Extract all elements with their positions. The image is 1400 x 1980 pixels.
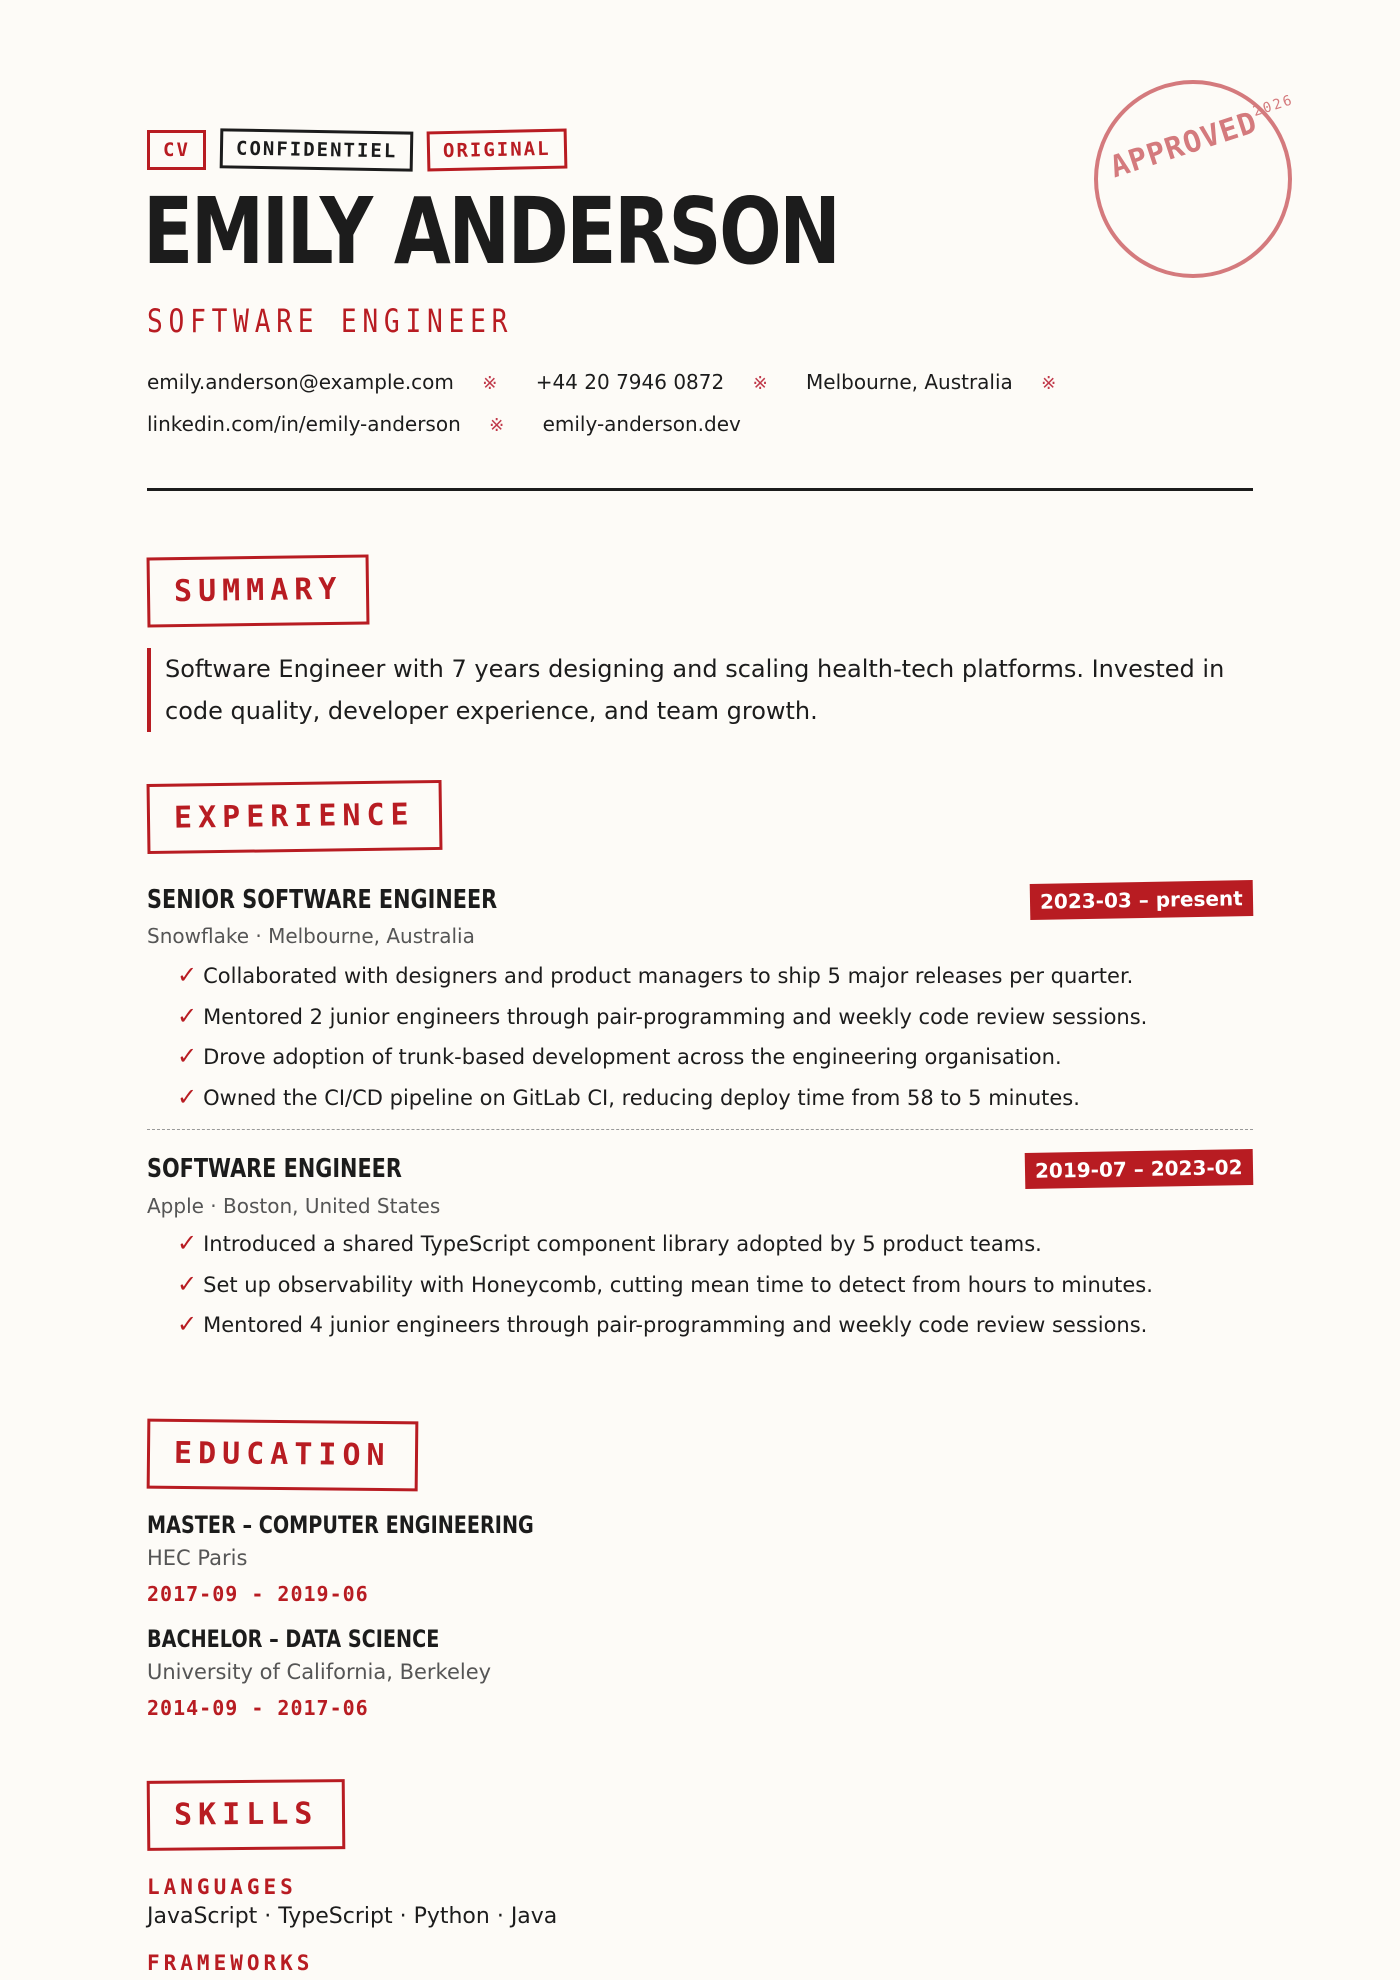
summary-text: Software Engineer with 7 years designing and scaling health-tech platforms. Invested in code quality, developer experience, and team growth.	[147, 648, 1253, 732]
stamp-main-text: APPROVED	[1106, 104, 1262, 186]
job-bullet-list	[177, 956, 1147, 1118]
list-item: ✓ Mentored 2 junior engineers through pair-programming and weekly code review sessions.	[177, 1001, 1148, 1030]
education-school: HEC Paris	[147, 1546, 248, 1570]
job-company-location: Snowflake · Melbourne, Australia	[147, 924, 475, 948]
job-date-badge: 2019-07 – 2023-02	[1025, 1149, 1253, 1189]
list-item: ✓ Collaborated with designers and product managers to ship 5 major releases per quarter.	[177, 961, 1134, 989]
check-icon: ✓	[177, 1269, 198, 1298]
job-company-location: Apple · Boston, United States	[147, 1194, 441, 1218]
skills-heading: SKILLS	[147, 1779, 346, 1851]
skill-items: JavaScript · TypeScript · Python · Java	[147, 1904, 558, 1929]
job-title: SOFTWARE ENGINEER	[147, 1154, 402, 1184]
job-title: SENIOR SOFTWARE ENGINEER	[147, 885, 498, 915]
check-icon: ✓	[177, 1229, 198, 1257]
separator-glyph: ※	[489, 415, 505, 436]
check-icon: ✓	[177, 1310, 198, 1338]
education-degree: BACHELOR – DATA SCIENCE	[147, 1625, 440, 1653]
education-dates: 2014-09 - 2017-06	[147, 1696, 369, 1720]
check-icon: ✓	[177, 1042, 198, 1070]
tag-confidentiel: CONFIDENTIEL	[220, 128, 414, 171]
education-dates: 2017-09 - 2019-06	[147, 1582, 369, 1606]
skill-category: FRAMEWORKS	[147, 1951, 314, 1975]
approved-stamp	[1094, 80, 1296, 278]
list-item: ✓ Drove adoption of trunk-based development across the engineering organisation.	[177, 1042, 1062, 1070]
job-date-badge: 2023-03 – present	[1030, 880, 1253, 920]
experience-heading: EXPERIENCE	[147, 780, 443, 854]
contact-phone[interactable]: +44 20 7946 0872	[535, 370, 725, 394]
contact-linkedin[interactable]: linkedin.com/in/emily-anderson	[147, 412, 461, 436]
separator-glyph: ※	[752, 373, 768, 394]
list-item: ✓ Introduced a shared TypeScript component library adopted by 5 product teams.	[177, 1229, 1042, 1257]
skill-category: LANGUAGES	[147, 1875, 297, 1899]
check-icon: ✓	[177, 1001, 198, 1030]
tag-original: ORIGINAL	[427, 129, 567, 172]
check-icon: ✓	[177, 961, 198, 989]
stamp-label	[1106, 92, 1302, 185]
job-divider	[147, 1129, 1253, 1130]
education-school: University of California, Berkeley	[147, 1660, 492, 1684]
header-divider	[147, 488, 1253, 491]
list-item: ✓ Owned the CI/CD pipeline on GitLab CI, reducing deploy time from 58 to 5 minutes.	[177, 1082, 1080, 1111]
contact-email[interactable]: emily.anderson@example.com	[147, 370, 454, 394]
summary-heading: SUMMARY	[147, 554, 370, 627]
contact-list	[147, 362, 1147, 446]
tag-cv: CV	[147, 130, 206, 170]
separator-glyph: ※	[1041, 373, 1057, 394]
check-icon: ✓	[177, 1082, 198, 1111]
candidate-role: SOFTWARE ENGINEER	[147, 302, 514, 340]
contact-location: Melbourne, Australia	[806, 370, 1013, 394]
header-tags	[147, 130, 1253, 170]
list-item: ✓ Mentored 4 junior engineers through pair-programming and weekly code review sessions.	[177, 1310, 1148, 1338]
education-heading: EDUCATION	[147, 1419, 418, 1492]
job-bullet-list	[177, 1224, 1153, 1346]
candidate-name: EMILY ANDERSON	[143, 178, 839, 285]
education-degree: MASTER – COMPUTER ENGINEERING	[147, 1511, 534, 1539]
separator-glyph: ※	[482, 373, 498, 394]
contact-website[interactable]: emily-anderson.dev	[542, 412, 741, 436]
stamp-year: 2026	[1251, 91, 1296, 121]
list-item: ✓ Set up observability with Honeycomb, cutting mean time to detect from hours to minutes.	[177, 1269, 1153, 1298]
